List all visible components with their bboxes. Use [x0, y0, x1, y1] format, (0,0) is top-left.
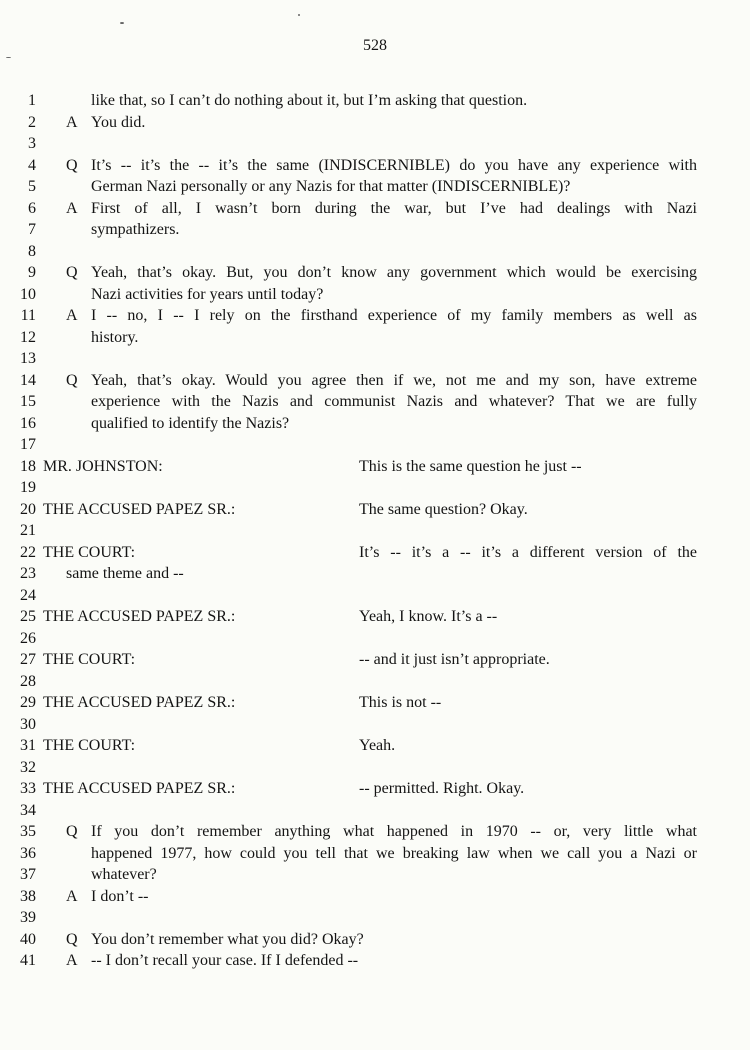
testimony-text: qualified to identify the Nazis?: [91, 414, 290, 432]
answer-marker: A: [66, 887, 78, 905]
transcript-line: [0, 219, 750, 241]
question-marker: Q: [66, 156, 78, 174]
question-marker: Q: [66, 823, 78, 840]
testimony-text: happened 1977, how could you tell that we breaking law when we call you a Nazi or: [91, 844, 697, 862]
line-number: 35: [20, 823, 36, 840]
speaker-label: THE ACCUSED PAPEZ SR.:: [43, 694, 236, 711]
answer-marker: A: [66, 113, 78, 131]
line-number: 28: [20, 672, 36, 690]
line-number: 11: [20, 307, 36, 324]
transcript-line: [0, 305, 750, 327]
answer-marker: A: [66, 952, 78, 969]
transcript-line: [0, 434, 750, 456]
line-number: 27: [20, 651, 36, 668]
transcript-line: [0, 520, 750, 542]
transcript-line: [0, 649, 750, 671]
speaker-text: It’s -- it’s a -- it’s a different version of the: [359, 543, 697, 561]
speaker-text: The same question? Okay.: [359, 500, 528, 518]
answer-marker: A: [66, 199, 78, 217]
speaker-label: THE COURT:: [43, 651, 136, 668]
transcript-line: [0, 800, 750, 822]
transcript-line: [0, 692, 750, 714]
testimony-text: whatever?: [91, 866, 157, 883]
line-number: 34: [20, 801, 36, 819]
testimony-text: You don’t remember what you did? Okay?: [91, 930, 364, 948]
line-number: 41: [20, 952, 36, 969]
line-number: 30: [20, 715, 36, 733]
transcript-line: [0, 864, 750, 886]
testimony-text: It’s -- it’s the -- it’s the same (INDISCERNIBLE) do you have any experience with: [91, 156, 697, 174]
transcript-line: [0, 112, 750, 134]
testimony-text: Yeah, that’s okay. But, you don’t know any government which would be exercising: [91, 264, 697, 281]
line-number: 9: [28, 264, 36, 281]
line-number: 22: [20, 543, 36, 561]
transcript-line: [0, 907, 750, 929]
transcript-line: [0, 585, 750, 607]
scan-speck: [120, 22, 124, 24]
testimony-text: sympathizers.: [91, 221, 180, 238]
question-marker: Q: [66, 264, 78, 281]
line-number: 20: [20, 500, 36, 518]
transcript-line: [0, 778, 750, 800]
line-number: 15: [20, 393, 36, 410]
transcript-line: [0, 413, 750, 435]
line-number: 12: [20, 328, 36, 346]
transcript-line: [0, 735, 750, 757]
transcript-line: [0, 714, 750, 736]
speaker-label: THE COURT:: [43, 737, 136, 754]
line-number: 24: [20, 586, 36, 604]
speaker-label: THE COURT:: [43, 543, 136, 561]
line-number: 33: [20, 780, 36, 797]
transcript-line: [0, 284, 750, 306]
transcript-line: [0, 348, 750, 370]
line-number: 26: [20, 629, 36, 647]
line-number: 1: [28, 92, 36, 109]
line-number: 37: [20, 866, 36, 883]
testimony-text: You did.: [91, 113, 146, 131]
transcript-line: [0, 241, 750, 263]
line-number: 8: [28, 242, 36, 260]
transcript-line: [0, 198, 750, 220]
transcript-line: [0, 477, 750, 499]
transcript-body: [0, 90, 750, 972]
speaker-label: THE ACCUSED PAPEZ SR.:: [43, 500, 236, 518]
speaker-text: Yeah.: [359, 737, 396, 754]
testimony-text: First of all, I wasn’t born during the war, but I’ve had dealings with Nazi: [91, 199, 697, 217]
line-number: 31: [20, 737, 36, 754]
transcript-line: [0, 370, 750, 392]
line-number: 3: [28, 135, 36, 152]
transcript-line: [0, 133, 750, 155]
speaker-label: THE ACCUSED PAPEZ SR.:: [43, 608, 236, 625]
testimony-text: German Nazi personally or any Nazis for that matter (INDISCERNIBLE)?: [91, 178, 571, 195]
line-number: 25: [20, 608, 36, 625]
transcript-line: [0, 821, 750, 843]
question-marker: Q: [66, 371, 78, 389]
transcript-line: [0, 671, 750, 693]
transcript-line: [0, 542, 750, 564]
transcript-line: [0, 391, 750, 413]
testimony-text: Nazi activities for years until today?: [91, 285, 324, 303]
question-marker: Q: [66, 930, 78, 948]
line-number: 18: [20, 457, 36, 475]
line-number: 2: [28, 113, 36, 131]
speaker-text: Yeah, I know. It’s a --: [359, 608, 498, 625]
line-number: 7: [28, 221, 36, 238]
speaker-label: MR. JOHNSTON:: [43, 457, 163, 475]
speaker-text: -- and it just isn’t appropriate.: [359, 651, 550, 668]
line-number: 5: [28, 178, 36, 195]
line-number: 10: [20, 285, 36, 303]
transcript-line: [0, 929, 750, 951]
transcript-line: [0, 456, 750, 478]
transcript-line: [0, 327, 750, 349]
line-number: 36: [20, 844, 36, 862]
transcript-line: [0, 606, 750, 628]
testimony-text: Yeah, that’s okay. Would you agree then if we, not me and my son, have extreme: [91, 371, 697, 389]
line-number: 21: [20, 522, 36, 539]
testimony-text: like that, so I can’t do nothing about it, but I’m asking that question.: [91, 92, 528, 109]
line-number: 32: [20, 758, 36, 776]
transcript-line: [0, 155, 750, 177]
transcript-line: [0, 886, 750, 908]
line-number: 19: [20, 479, 36, 496]
line-number: 40: [20, 930, 36, 948]
transcript-line: [0, 563, 750, 585]
line-number: 14: [20, 371, 36, 389]
transcript-line: [0, 628, 750, 650]
line-number: 4: [28, 156, 36, 174]
testimony-text: experience with the Nazis and communist Nazis and whatever? That we are fully: [91, 393, 697, 410]
page-number: 528: [363, 37, 387, 54]
line-number: 16: [20, 414, 36, 432]
transcript-line: [0, 950, 750, 972]
line-number: 39: [20, 909, 36, 926]
testimony-text: I don’t --: [91, 887, 149, 905]
speaker-text: This is the same question he just --: [359, 457, 582, 475]
line-number: 29: [20, 694, 36, 711]
speaker-text: This is not --: [359, 694, 442, 711]
transcript-line: [0, 757, 750, 779]
speaker-text: -- permitted. Right. Okay.: [359, 780, 525, 797]
line-number: 23: [20, 565, 36, 582]
line-number: 17: [20, 436, 36, 453]
line-number: 38: [20, 887, 36, 905]
line-number: 6: [28, 199, 36, 217]
testimony-text: history.: [91, 328, 139, 346]
scan-speck: [298, 14, 300, 16]
testimony-text: If you don’t remember anything what happened in 1970 -- or, very little what: [91, 823, 697, 840]
speaker-text-continued: same theme and --: [66, 565, 184, 582]
speaker-label: THE ACCUSED PAPEZ SR.:: [43, 780, 236, 797]
scan-speck: [6, 57, 11, 58]
transcript-line: [0, 499, 750, 521]
testimony-text: I -- no, I -- I rely on the firsthand experience of my family members as well as: [91, 307, 697, 324]
transcript-line: [0, 90, 750, 112]
transcript-line: [0, 843, 750, 865]
answer-marker: A: [66, 307, 78, 324]
line-number: 13: [20, 350, 36, 367]
transcript-line: [0, 262, 750, 284]
transcript-line: [0, 176, 750, 198]
testimony-text: -- I don’t recall your case. If I defended --: [91, 952, 359, 969]
